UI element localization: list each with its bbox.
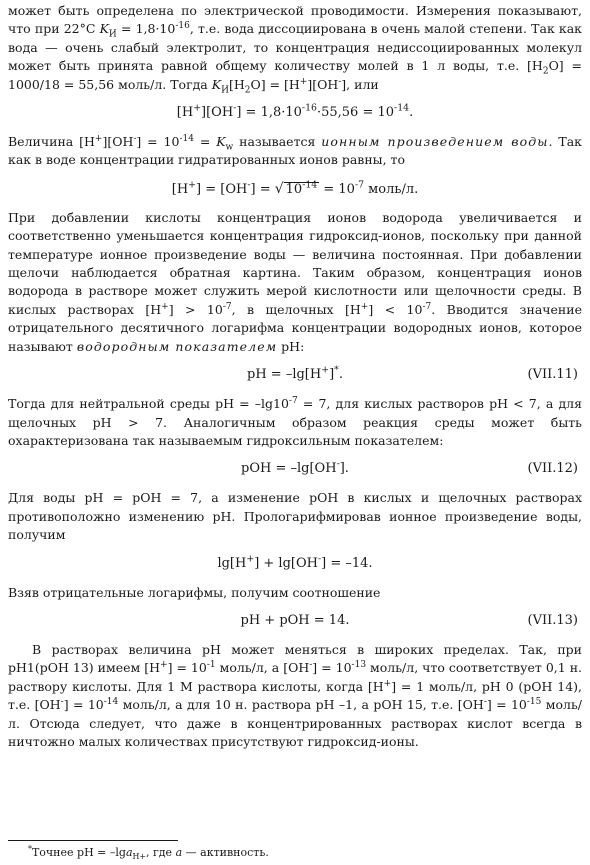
equation-vii-12: pOH = –lg[OH-]. (VII.12) xyxy=(8,459,582,479)
equation-number: (VII.13) xyxy=(527,612,578,628)
equation-vii-13: pH + pOH = 14. (VII.13) xyxy=(8,611,582,631)
footnote-marker: * xyxy=(334,364,339,376)
paragraph-ion-product-definition: Величина $[H^+][OH^-] = 10^{-14} = K_w$ называется ионным произведением воды. Так как в воде концентрации гидратированных ионов равны, то xyxy=(8,133,582,168)
term-hydrogen-index: водородным показателем xyxy=(76,338,278,354)
radicand: $10^{-14}$ xyxy=(285,179,318,197)
equation-number: (VII.12) xyxy=(527,461,578,477)
square-root-icon: √ xyxy=(274,180,284,197)
paragraph-ph-range: В растворах величина pH может меняться в широких пределах. Так, при pH1(pOH 13) имеем $[H^+] = 10^{-1}$ моль/л, а $[OH^-] = 10^{-13}$ моль/л, что соответствует 0,1 н. раствору кислоты. Для 1 М раствора кислоты, когда [H+] = 1 моль/л, pH 0 (pOH 14), т.е. $[OH^-] = 10^{-14}$ моль/л, а для 10 н. раствора pH –1, а pOH 15, т.е. $[OH^-] = 10^{-15}$ моль/л. Отсюда следует, что даже в концентрированных растворах кислот всегда в ничтожно малых количествах присутствуют гидроксид-ионы. xyxy=(8,641,583,749)
footnote: *Точнее pH = –lga$_{H+}$, где a — активность. xyxy=(28,844,269,862)
equation-vii-11: pH = –lg[H+]*. (VII.11) xyxy=(8,365,582,385)
footnote-divider xyxy=(8,840,178,841)
paragraph-negative-logs: Взяв отрицательные логарифмы, получим соотношение xyxy=(8,584,381,600)
equation-log-sum: lg[H+] + lg[OH-] = –14. xyxy=(217,553,373,571)
paragraph-neutral-medium: Тогда для нейтральной среды pH = $-\lg 10^{-7} = 7$, для кислых растворов pH < 7, а для щелочных pH > 7. Аналогичным образом реакция среды может быть охарактеризована так называемым гидроксильным показателем: xyxy=(8,395,582,448)
paragraph-conductivity: может быть определена по электрической проводимости. Измерения показывают, что при 22°С $K_И = 1,8\cdot 10^{-16}$, т.е. вода диссоциирована в очень малой степени. Так как вода — очень слабый электролит, то концентрация недиссоциированных молекул может быть принята равной общему количеству молей в 1 л воды, т.е. $[H_2O] = 1000/18 = 55,56$ моль/л. Тогда $K_И[H_2O] = [H^+][OH^-]$, или xyxy=(8,3,583,96)
equation-ion-product: $[H^+][OH^-] = 1,8\cdot 10^{-16}\cdot 55,56 = 10^{-14}$. xyxy=(176,102,414,121)
equation-number: (VII.11) xyxy=(527,367,578,383)
term-ionic-product: ионным произведением воды xyxy=(321,134,549,150)
paragraph-water-ph: Для воды pH = pOH = 7, а изменение pOH в кислых и щелочных растворах противоположно изменению pH. Прологарифмировав ионное произведение воды, получим xyxy=(8,490,582,543)
equation-equal-concentrations: [H+] = [OH-] = √ $10^{-14} = 10^{-7}$ моль/л. xyxy=(171,179,419,197)
paragraph-ph-introduction: При добавлении кислоты концентрация ионов водорода увеличивается и соответственно уменьшается концентрация гидроксид-ионов, поскольку при данной температуре ионное произведение воды — величина постоянная. При добавлении щелочи наблюдается обратная картина. Таким образом, концентрация ионов водорода в растворе может служить мерой кислотности или щелочности среды. В кислых растворах $[H^+] > 10^{-7}$, в щелочных $[H^+] < 10^{-7}$. Вводится значение отрицательного десятичного логарифма концентрации водородных ионов, которое называют водородным показателем pH: xyxy=(8,209,582,354)
